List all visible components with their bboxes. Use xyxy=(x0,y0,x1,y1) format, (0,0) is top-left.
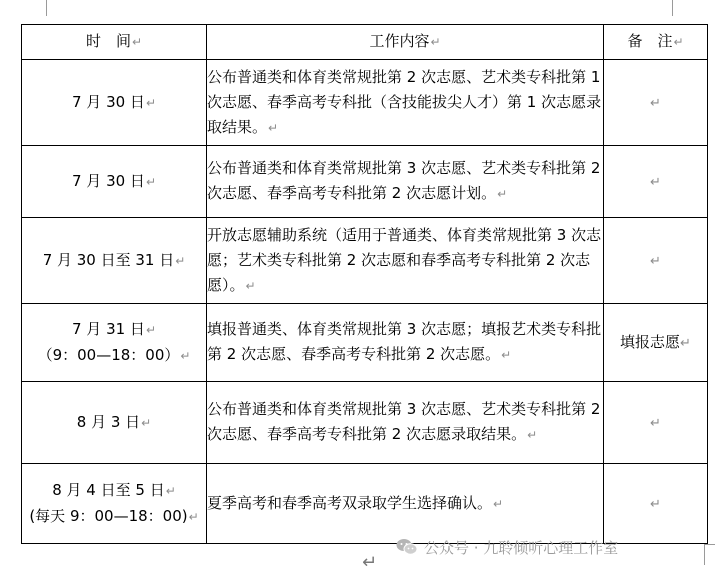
header-note: 备 注↵ xyxy=(604,25,708,60)
margin-corner-mark xyxy=(704,544,715,565)
paragraph-mark: ↵ xyxy=(362,552,378,573)
note-cell: 填报志愿↵ xyxy=(604,304,708,382)
content-cell: 公布普通类和体育类常规批第 3 次志愿、艺术类专科批第 2 次志愿、春季高考专科批第 2 次志愿计划。↵ xyxy=(207,146,604,218)
time-cell: 7 月 30 日↵ xyxy=(22,146,207,218)
content-cell: 填报普通类、体育类常规批第 3 次志愿；填报艺术类专科批第 2 次志愿、春季高考专科批第 2 次志愿。↵ xyxy=(207,304,604,382)
watermark xyxy=(396,534,618,560)
note-cell: ↵ xyxy=(604,60,708,146)
wechat-icon xyxy=(396,538,418,556)
time-cell: 7 月 30 日↵ xyxy=(22,60,207,146)
table-row xyxy=(22,218,708,304)
table-row xyxy=(22,382,708,464)
header-content: 工作内容↵ xyxy=(207,25,604,60)
table-row xyxy=(22,464,708,544)
note-cell: ↵ xyxy=(604,218,708,304)
note-cell: ↵ xyxy=(604,464,708,544)
time-cell: 7 月 30 日至 31 日↵ xyxy=(22,218,207,304)
table-row xyxy=(22,304,708,382)
content-cell: 开放志愿辅助系统（适用于普通类、体育类常规批第 3 次志愿；艺术类专科批第 2 次志愿和春季高考专科批第 2 次志愿）。↵ xyxy=(207,218,604,304)
content-cell: 公布普通类和体育类常规批第 2 次志愿、艺术类专科批第 1 次志愿、春季高考专科批（含技能拔尖人才）第 1 次志愿录取结果。↵ xyxy=(207,60,604,146)
content-cell: 公布普通类和体育类常规批第 3 次志愿、艺术类专科批第 2 次志愿、春季高考专科批第 2 次志愿录取结果。↵ xyxy=(207,382,604,464)
schedule-table xyxy=(21,24,708,544)
time-cell: 8 月 4 日至 5 日↵ (每天 9：00—18：00)↵ xyxy=(22,464,207,544)
note-cell: ↵ xyxy=(604,382,708,464)
watermark-text: 公众号 · 九聆倾听心理工作室 xyxy=(424,538,619,557)
margin-corner-mark xyxy=(46,0,47,16)
content-cell: 夏季高考和春季高考双录取学生选择确认。↵ xyxy=(207,464,604,544)
header-time: 时 间↵ xyxy=(22,25,207,60)
time-cell: 8 月 3 日↵ xyxy=(22,382,207,464)
table-header-row xyxy=(22,25,708,60)
table-row xyxy=(22,60,708,146)
time-cell: 7 月 31 日↵ （9：00—18：00）↵ xyxy=(22,304,207,382)
table-row xyxy=(22,146,708,218)
note-cell: ↵ xyxy=(604,146,708,218)
margin-corner-mark xyxy=(672,0,673,16)
